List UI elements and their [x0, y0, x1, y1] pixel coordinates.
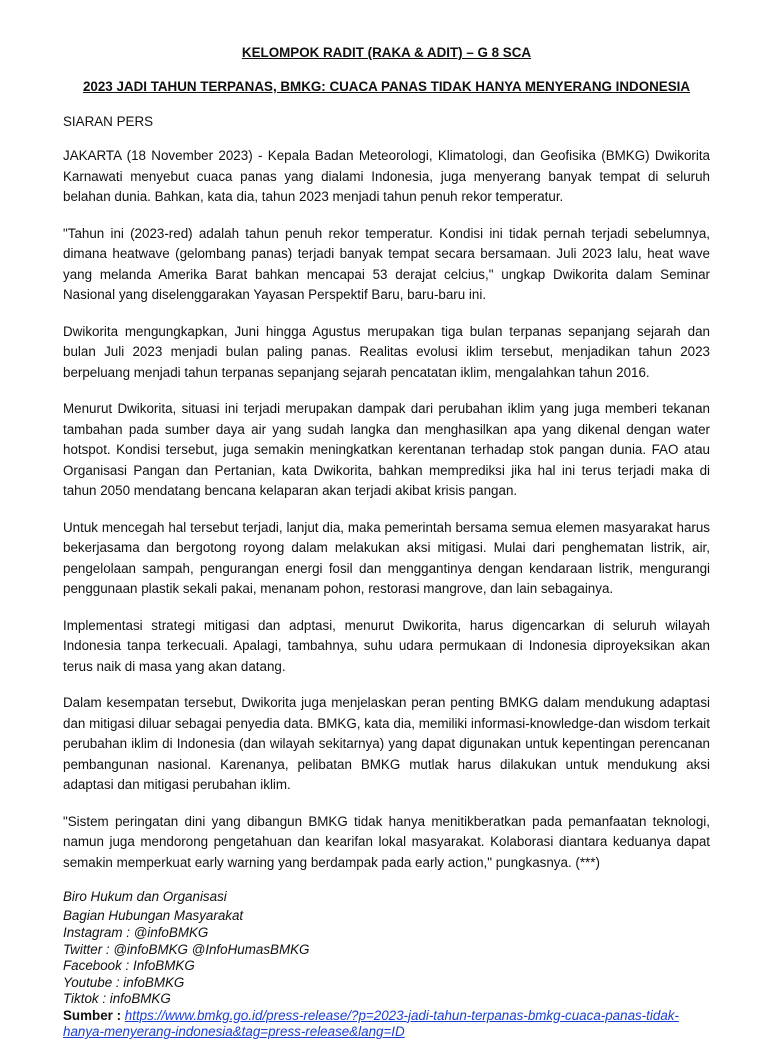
contact-twitter: Twitter : @infoBMKG @InfoHumasBMKG: [63, 941, 310, 957]
paragraph-4: Menurut Dwikorita, situasi ini terjadi merupakan dampak dari perubahan iklim yang juga memberi tekanan tambahan pada sumber daya air yang sudah langka dan menghasilkan apa yang dikenal dengan water hotspot. Kondisi tersebut, juga semakin meningkatkan kerentanan terhadap stok pangan dunia. FAO atau Organisasi Pangan dan Pertanian, kata Dwikorita, bahkan memprediksi jika hal ini terus terjadi maka di tahun 2050 mendatang bencana kelaparan akan terjadi akibat krisis pangan.: [63, 401, 710, 498]
paragraph-7: Dalam kesempatan tersebut, Dwikorita juga menjelaskan peran penting BMKG dalam mendukung adaptasi dan mitigasi diluar sebagai penyedia data. BMKG, kata dia, memiliki informasi-knowledge-dan wisdom terkait perubahan iklim di Indonesia (dan wilayah sekitarnya) yang dapat digunakan untuk kepentingan perencanan pembangunan nasional. Karenanya, pelibatan BMKG mutlak harus dilakukan untuk mendukung aksi adaptasi dan mitigasi perubahan iklim.: [63, 695, 710, 792]
source-link[interactable]: [63, 1008, 679, 1040]
contact-tiktok: Tiktok : infoBMKG: [63, 991, 171, 1006]
source-block: [63, 1008, 710, 1041]
paragraph-2: "Tahun ini (2023-red) adalah tahun penuh rekor temperatur. Kondisi ini tidak pernah terjadi sebelumnya, dimana heatwave (gelombang panas) terjadi banyak tempat secara bersamaan. Juli 2023 lalu, heat wave yang melanda Amerika Barat bahkan mencapai 53 derajat celcius," ungkap Dwikorita dalam Seminar Nasional yang diselenggarakan Yayasan Perspektif Baru, baru-baru ini.: [63, 225, 710, 302]
paragraph-5: Untuk mencegah hal tersebut terjadi, lanjut dia, maka pemerintah bersama semua elemen masyarakat harus bekerjasama dan bergotong royong dalam melakukan aksi mitigasi. Mulai dari penghematan listrik, air, pengelolaan sampah, pengurangan energi fosil dan menggantinya dengan kendaraan listrik, mengurangi penggunaan plastik sekali pakai, menanam pohon, restorasi mangrove, dan lain sebagainya.: [63, 519, 710, 596]
press-release-label: SIARAN PERS: [63, 114, 154, 129]
paragraph-3: Dwikorita mengungkapkan, Juni hingga Agustus merupakan tiga bulan terpanas sepanjang sejarah dan bulan Juli 2023 menjadi bulan paling panas. Realitas evolusi iklim tersebut, menjadikan tahun 2023 berpeluang menjadi tahun terpanas sepanjang sejarah pencatatan iklim, mengalahkan tahun 2016.: [63, 323, 710, 380]
contact-org-1: Biro Hukum dan Organisasi: [63, 889, 227, 904]
paragraph-8: "Sistem peringatan dini yang dibangun BMKG tidak hanya menitikberatkan pada pemanfaatan teknologi, namun juga mendorong pengetahuan dan kearifan lokal masyarakat. Kolaborasi diantara keduanya dapat semakin memperkuat early warning yang berdampak pada early action," pungkasnya. (***): [63, 813, 710, 870]
source-link-line-2[interactable]: hanya-menyerang-indonesia&tag=press-release&lang=ID: [63, 1024, 405, 1039]
source-link-line-1[interactable]: https://www.bmkg.go.id/press-release/?p=2023-jadi-tahun-terpanas-bmkg-cuaca-panas-tidak-: [124, 1007, 679, 1023]
contact-facebook: Facebook : InfoBMKG: [63, 958, 195, 973]
contact-org-2: Bagian Hubungan Masyarakat: [63, 908, 244, 923]
contact-youtube: Youtube : infoBMKG: [63, 974, 185, 990]
source-label: Sumber :: [63, 1007, 122, 1023]
article-title: 2023 JADI TAHUN TERPANAS, BMKG: CUACA PANAS TIDAK HANYA MENYERANG INDONESIA: [82, 79, 691, 94]
paragraph-6: Implementasi strategi mitigasi dan adptasi, menurut Dwikorita, harus digencarkan di seluruh wilayah Indonesia tanpa terkecuali. Apalagi, tambahnya, suhu udara permukaan di Indonesia diproyeksikan akan terus naik di masa yang akan datang.: [63, 617, 710, 674]
contact-block: [63, 887, 710, 1008]
group-heading: KELOMPOK RADIT (RAKA & ADIT) – G 8 SCA: [241, 45, 532, 60]
contact-instagram: Instagram : @infoBMKG: [63, 925, 209, 940]
paragraph-1: JAKARTA (18 November 2023) - Kepala Badan Meteorologi, Klimatologi, dan Geofisika (BMKG) Dwikorita Karnawati menyebut cuaca panas yang dialami Indonesia, juga menyerang banyak tempat di seluruh belahan dunia. Bahkan, kata dia, tahun 2023 menjadi tahun penuh rekor temperatur.: [63, 148, 710, 204]
